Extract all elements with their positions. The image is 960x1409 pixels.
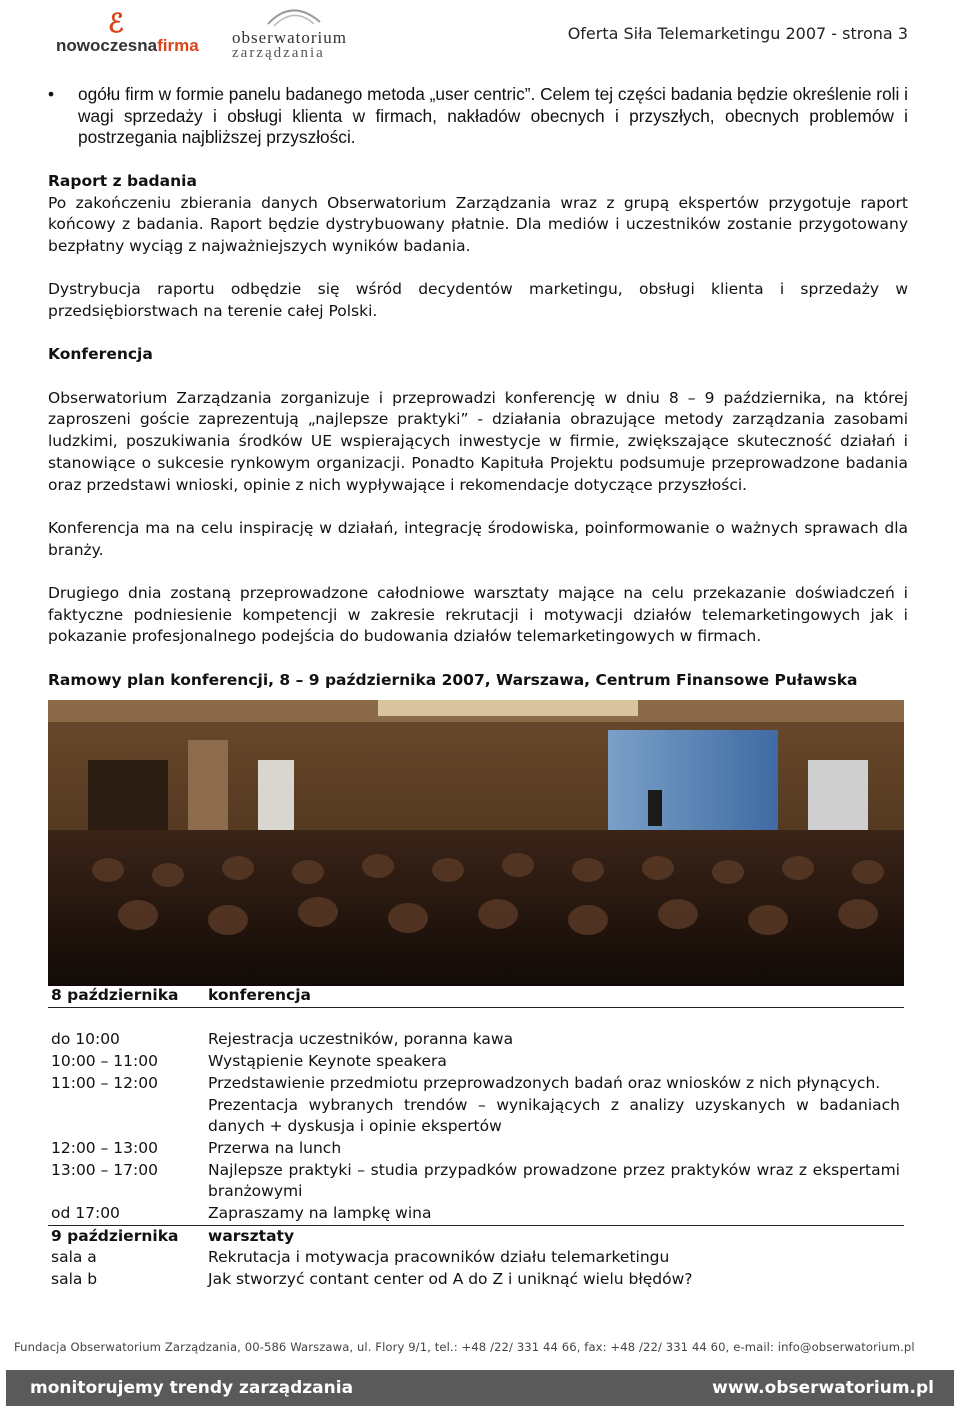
schedule-row [48, 1247, 904, 1269]
schedule-time: do 10:00 [51, 1030, 120, 1049]
schedule-time: sala a [51, 1248, 97, 1267]
schedule-row [48, 1138, 904, 1160]
conference-photo [48, 700, 904, 986]
schedule-row [48, 1051, 904, 1073]
konferencja-paragraph-3: Drugiego dnia zostaną przeprowadzone całodniowe warsztaty mające na celu przekazanie doświadczeń i faktyczne podniesienie kompetencji w zakresie rekrutacji i motywacji działów telemarketingowych jak i pokazanie profesjonalnego podejścia do budowania działów telemarketingowych w firmach. [48, 584, 908, 646]
schedule-desc: Najlepsze praktyki – studia przypadków prowadzone przez praktyków wraz z ekspertami branżowymi [208, 1160, 900, 1201]
schedule-day1-label: 8 października [51, 986, 179, 1004]
schedule-desc: Przerwa na lunch [208, 1138, 342, 1157]
schedule-day2-label: 9 października [51, 1226, 179, 1245]
schedule-table [48, 985, 904, 1291]
plan-heading: Ramowy plan konferencji, 8 – 9 października 2007, Warszawa, Centrum Finansowe Puławska [48, 670, 858, 689]
nowoczesna-firma-logo [56, 8, 206, 58]
footer-address: Fundacja Obserwatorium Zarządzania, 00-586 Warszawa, ul. Flory 9/1, tel.: +48 /22/ 331 44 66, fax: +48 /22/ 331 44 60, e-mail: info@obserwatorium.pl [14, 1340, 915, 1354]
schedule-row [48, 1073, 904, 1095]
nowoczesna-firma-logo-mark-icon: ℰ [108, 8, 124, 38]
konferencja-heading: Konferencja [48, 345, 153, 364]
obserwatorium-logo [218, 4, 368, 60]
schedule-time: od 17:00 [51, 1204, 120, 1223]
raport-heading: Raport z badania [48, 171, 197, 190]
obserwatorium-arc-icon [266, 4, 322, 28]
schedule-day1-type: konferencja [208, 986, 311, 1004]
schedule-time: 13:00 – 17:00 [51, 1160, 158, 1179]
schedule-time: sala b [51, 1270, 98, 1289]
logo-text-part2: firma [157, 36, 199, 55]
page-header [0, 0, 960, 70]
main-content [48, 84, 908, 692]
schedule-row [48, 1203, 904, 1226]
schedule-desc: Przedstawienie przedmiotu przeprowadzonych badań oraz wniosków z nich płynących. [208, 1073, 881, 1092]
schedule-time: 10:00 – 11:00 [51, 1052, 158, 1071]
schedule-desc: Wystąpienie Keynote speakera [208, 1052, 447, 1071]
schedule-row [48, 1160, 904, 1203]
schedule-day2-header [48, 1226, 904, 1248]
schedule-desc: Rekrutacja i motywacja pracowników działu telemarketingu [208, 1248, 670, 1267]
obserwatorium-logo-line2: zarządzania [232, 45, 325, 61]
footer-bar [6, 1370, 954, 1406]
schedule-time: 12:00 – 13:00 [51, 1138, 158, 1157]
schedule-desc: Rejestracja uczestników, poranna kawa [208, 1030, 514, 1049]
konferencja-paragraph-1: Obserwatorium Zarządzania zorganizuje i przeprowadzi konferencję w dniu 8 – 9 października, na której zaproszeni goście zaprezentują „najlepsze praktyki” - działania obrazujące metody zarządzania zasobami ludzkimi, poszukiwania środków UE wspierających inwestycje w firmie, zwiększające skuteczność działań i stanowiące o sukcesie rynkowym organizacji. Ponadto Kapituła Projektu podsumuje przeprowadzone badania oraz przedstawi wnioski, opinie z nich wypływające i rekomendacje dotyczące przyszłości. [48, 388, 908, 494]
schedule-day2-type: warsztaty [208, 1226, 295, 1245]
nowoczesna-firma-logo-text [56, 36, 199, 56]
schedule-row [48, 1029, 904, 1051]
logo-text-part1: nowoczesna [56, 36, 158, 55]
schedule-desc: Prezentacja wybranych trendów – wynikających z analizy uzyskanych w badaniach danych + dyskusja i opinie ekspertów [208, 1095, 900, 1136]
schedule-row [48, 1095, 904, 1138]
schedule-desc: Zapraszamy na lampkę wina [208, 1204, 432, 1223]
schedule-desc: Jak stworzyć contant center od A do Z i uniknąć wielu błędów? [208, 1270, 693, 1289]
page-title: Oferta Siła Telemarketingu 2007 - strona 3 [567, 24, 908, 43]
schedule-row [48, 1269, 904, 1291]
raport-paragraph-1: Po zakończeniu zbierania danych Obserwatorium Zarządzania wraz z grupą ekspertów przygotuje raport końcowy z badania. Raport będzie dystrybuowany płatnie. Dla mediów i uczestników zostanie przygotowany bezpłatny wyciąg z najważniejszych wyników badania. [48, 193, 908, 255]
schedule-time [48, 1095, 208, 1138]
konferencja-paragraph-2: Konferencja ma na celu inspirację w działań, integrację środowiska, poinformowanie o ważnych sprawach dla branży. [48, 518, 908, 559]
bullet-paragraph: • ogółu firm w formie panelu badanego metoda „user centric”. Celem tej części badania będzie określenie roli i wagi sprzedaży i obsługi klienta w firmach, nakładów obecnych i przyszłych, obecnych problemów i postrzegania najbliższej przyszłości. [48, 84, 908, 149]
footer-slogan: monitorujemy trendy zarządzania [30, 1378, 354, 1398]
schedule-day1-header [48, 985, 904, 1008]
schedule-time: 11:00 – 12:00 [51, 1073, 158, 1092]
raport-paragraph-2: Dystrybucja raportu odbędzie się wśród decydentów marketingu, obsługi klienta i sprzedaży w przedsiębiorstwach na terenie całej Polski. [48, 280, 908, 320]
obserwatorium-logo-line1: obserwatorium [232, 28, 347, 47]
footer-url[interactable]: www.obserwatorium.pl [712, 1378, 934, 1398]
